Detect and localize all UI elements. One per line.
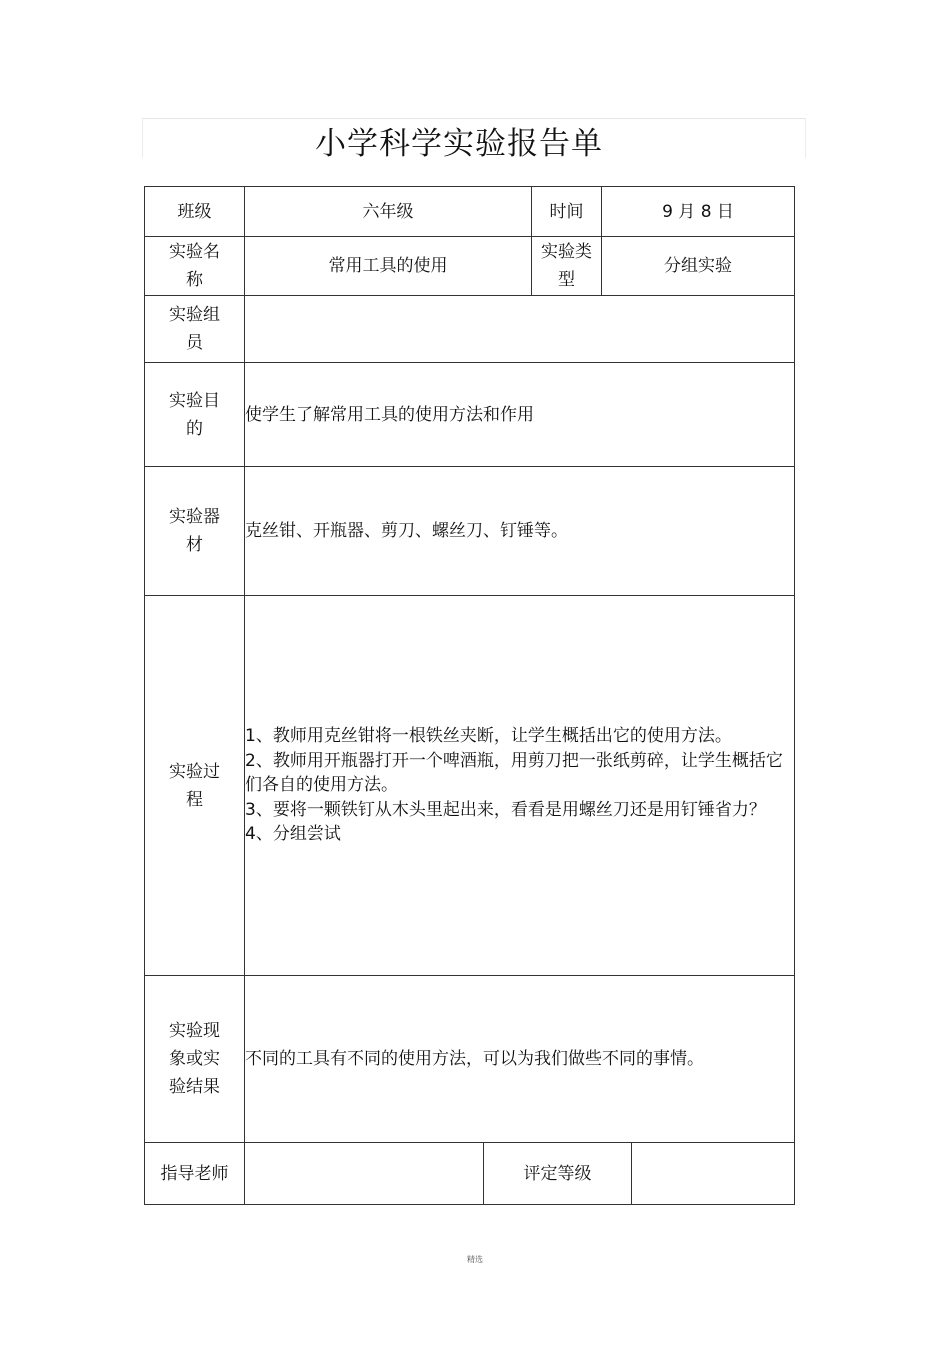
- row-purpose: [145, 363, 795, 467]
- process-step: 3、要将一颗铁钉从木头里起出来，看看是用螺丝刀还是用钉锤省力？: [245, 799, 766, 820]
- value-result: 不同的工具有不同的使用方法，可以为我们做些不同的事情。: [245, 976, 795, 1143]
- footer-note: 精选: [467, 1255, 483, 1264]
- value-teacher: [245, 1143, 484, 1205]
- row-class-time: [145, 187, 795, 237]
- value-experiment-name: 常用工具的使用: [245, 237, 532, 296]
- value-process: [245, 596, 795, 976]
- value-experiment-type: 分组实验: [602, 237, 795, 296]
- value-purpose: 使学生了解常用工具的使用方法和作用: [245, 363, 795, 467]
- label-class: 班级: [145, 187, 245, 237]
- label-members: 实验组员: [145, 296, 245, 363]
- label-process: 实验过程: [145, 596, 245, 976]
- label-result: 实验现象或实验结果: [145, 976, 245, 1143]
- row-process: [145, 596, 795, 976]
- page-title: 小学科学实验报告单: [315, 126, 603, 162]
- value-class: 六年级: [245, 187, 532, 237]
- report-table: [144, 186, 795, 1205]
- process-step: 1、教师用克丝钳将一根铁丝夹断，让学生概括出它的使用方法。: [245, 726, 732, 747]
- value-materials: 克丝钳、开瓶器、剪刀、螺丝刀、钉锤等。: [245, 467, 795, 596]
- row-members: [145, 296, 795, 363]
- value-grade: [632, 1143, 795, 1205]
- label-experiment-type: 实验类型: [532, 237, 602, 296]
- label-grade: 评定等级: [484, 1143, 632, 1205]
- row-teacher-grade: [145, 1143, 795, 1205]
- row-name-type: [145, 237, 795, 296]
- label-experiment-name: 实验名称: [145, 237, 245, 296]
- process-step: 4、分组尝试: [245, 824, 341, 845]
- label-teacher: 指导老师: [145, 1143, 245, 1205]
- label-time: 时间: [532, 187, 602, 237]
- value-time: 9 月 8 日: [602, 187, 795, 237]
- process-step: 2、教师用开瓶器打开一个啤酒瓶，用剪刀把一张纸剪碎，让学生概括它们各自的使用方法。: [245, 750, 783, 796]
- label-materials: 实验器材: [145, 467, 245, 596]
- row-materials: [145, 467, 795, 596]
- label-purpose: 实验目的: [145, 363, 245, 467]
- row-result: [145, 976, 795, 1143]
- value-members: [245, 296, 795, 363]
